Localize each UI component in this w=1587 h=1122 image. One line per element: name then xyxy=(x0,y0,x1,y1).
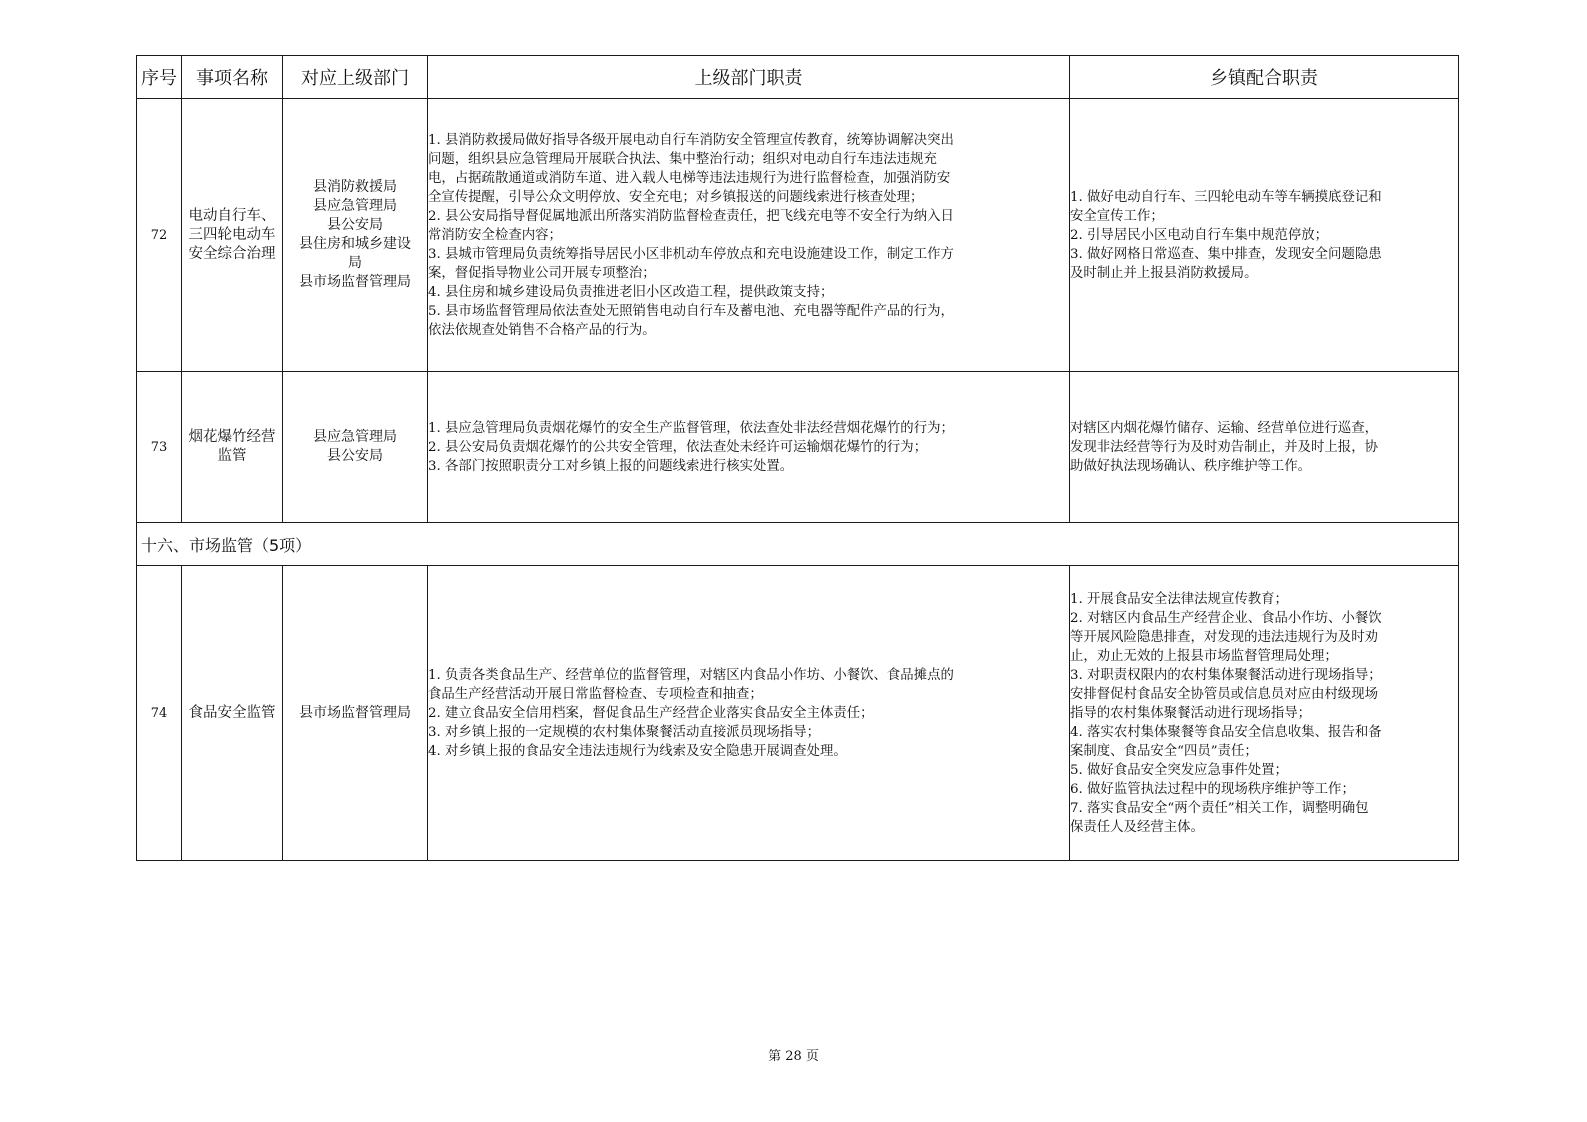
header-num: 序号 xyxy=(137,56,182,99)
duty-line: 指导的农村集体聚餐活动进行现场指导； xyxy=(1070,705,1312,721)
responsibility-table xyxy=(136,55,1459,861)
dept-line: 县市场监督管理局 xyxy=(299,704,411,721)
upper-duties xyxy=(428,566,1070,861)
duty-line: 3. 做好网格日常巡查、集中排查，发现安全问题隐患 xyxy=(1070,246,1382,262)
duty-line: 对辖区内烟花爆竹储存、运输、经营单位进行巡查， xyxy=(1070,420,1378,436)
duty-line: 7. 落实食品安全“两个责任”相关工作，调整明确包 xyxy=(1070,800,1369,816)
table-row xyxy=(137,372,1459,523)
duty-line: 1. 县应急管理局负责烟花爆竹的安全生产监督管理，依法查处非法经营烟花爆竹的行为； xyxy=(428,420,954,436)
duty-line: 3. 对乡镇上报的一定规模的农村集体聚餐活动直接派员现场指导； xyxy=(428,724,820,740)
section-title: 十六、市场监管（5项） xyxy=(137,523,1459,566)
duty-line: 3. 各部门按照职责分工对乡镇上报的问题线索进行核实处置。 xyxy=(428,458,794,474)
duty-line: 助做好执法现场确认、秩序维护等工作。 xyxy=(1070,458,1312,474)
header-town-duties: 乡镇配合职责 xyxy=(1070,56,1459,99)
name-line: 电动自行车、 xyxy=(188,207,276,224)
upper-department xyxy=(283,372,428,523)
header-name: 事项名称 xyxy=(182,56,283,99)
row-number: 74 xyxy=(137,566,182,861)
duty-line: 保责任人及经营主体。 xyxy=(1070,819,1204,835)
duty-line: 5. 做好食品安全突发应急事件处置； xyxy=(1070,762,1288,778)
name-line: 三四轮电动车 xyxy=(188,226,276,243)
duty-line: 安全宣传工作； xyxy=(1070,208,1164,224)
duty-line: 案，督促指导物业公司开展专项整治； xyxy=(428,265,656,281)
duty-line: 1. 开展食品安全法律法规宣传教育； xyxy=(1070,591,1288,607)
duty-line: 2. 县公安局负责烟花爆竹的公共安全管理，依法查处未经许可运输烟花爆竹的行为； xyxy=(428,439,928,455)
section-row xyxy=(137,523,1459,566)
upper-duties xyxy=(428,99,1070,372)
table-row xyxy=(137,566,1459,861)
duty-line: 4. 对乡镇上报的食品安全违法违规行为线索及安全隐患开展调查处理。 xyxy=(428,743,847,759)
duty-line: 4. 县住房和城乡建设局负责推进老旧小区改造工程，提供政策支持； xyxy=(428,284,834,300)
header-upper-duties: 上级部门职责 xyxy=(428,56,1070,99)
dept-line: 县应急管理局 xyxy=(313,429,397,445)
duty-line: 4. 落实农村集体聚餐等食品安全信息收集、报告和备 xyxy=(1070,724,1382,740)
page-number: 第 28 页 xyxy=(768,1049,819,1064)
duty-line: 1. 负责各类食品生产、经营单位的监督管理，对辖区内食品小作坊、小餐饮、食品摊点的 xyxy=(428,667,954,683)
duty-line: 2. 引导居民小区电动自行车集中规范停放； xyxy=(1070,227,1329,243)
table-row xyxy=(137,99,1459,372)
duty-line: 6. 做好监管执法过程中的现场秩序维护等工作； xyxy=(1070,781,1355,797)
upper-department xyxy=(283,566,428,861)
name-line: 监管 xyxy=(217,448,247,464)
duty-line: 1. 做好电动自行车、三四轮电动车等车辆摸底登记和 xyxy=(1070,189,1382,205)
town-duties xyxy=(1070,372,1459,523)
header-dept: 对应上级部门 xyxy=(283,56,428,99)
duty-line: 问题，组织县应急管理局开展联合执法、集中整治行动；组织对电动自行车违法违规充 xyxy=(428,151,937,167)
duty-line: 1. 县消防救援局做好指导各级开展电动自行车消防安全管理宣传教育，统筹协调解决突出 xyxy=(428,132,954,148)
dept-line: 县消防救援局 xyxy=(313,179,397,195)
name-line: 安全综合治理 xyxy=(188,245,276,262)
duty-line: 2. 对辖区内食品生产经营企业、食品小作坊、小餐饮 xyxy=(1070,610,1382,626)
dept-line: 县住房和城乡建设 xyxy=(299,236,411,252)
header-row xyxy=(137,56,1459,99)
duty-line: 电，占据疏散通道或消防车道、进入载人电梯等违法违规行为进行监督检查，加强消防安 xyxy=(428,170,951,186)
row-number: 73 xyxy=(137,372,182,523)
duty-line: 全宣传提醒，引导公众文明停放、安全充电；对乡镇报送的问题线索进行核查处理； xyxy=(428,189,924,205)
dept-line: 县公安局 xyxy=(327,448,383,464)
item-name xyxy=(182,99,283,372)
duty-line: 食品生产经营活动开展日常监督检查、专项检查和抽查； xyxy=(428,686,763,702)
duty-line: 3. 对职责权限内的农村集体聚餐活动进行现场指导； xyxy=(1070,667,1382,683)
item-name xyxy=(182,372,283,523)
name-line: 食品安全监管 xyxy=(188,704,276,721)
upper-department xyxy=(283,99,428,372)
dept-line: 县应急管理局 xyxy=(313,198,397,214)
row-number: 72 xyxy=(137,99,182,372)
duty-line: 常消防安全检查内容； xyxy=(428,227,562,243)
duty-line: 依法依规查处销售不合格产品的行为。 xyxy=(428,322,656,338)
duty-line: 及时制止并上报县消防救援局。 xyxy=(1070,265,1258,281)
duty-line: 案制度、食品安全“四员”责任； xyxy=(1070,743,1258,759)
duty-line: 止，劝止无效的上报县市场监督管理局处理； xyxy=(1070,648,1338,664)
duty-line: 2. 县公安局指导督促属地派出所落实消防监督检查责任，把飞线充电等不安全行为纳入日 xyxy=(428,208,954,224)
upper-duties xyxy=(428,372,1070,523)
town-duties xyxy=(1070,99,1459,372)
duty-line: 发现非法经营等行为及时劝告制止，并及时上报，协 xyxy=(1070,439,1378,455)
town-duties xyxy=(1070,566,1459,861)
duty-line: 3. 县城市管理局负责统筹指导居民小区非机动车停放点和充电设施建设工作，制定工作方 xyxy=(428,246,954,262)
duty-line: 5. 县市场监督管理局依法查处无照销售电动自行车及蓄电池、充电器等配件产品的行为， xyxy=(428,303,954,319)
item-name xyxy=(182,566,283,861)
dept-line: 县市场监督管理局 xyxy=(299,274,411,290)
duty-line: 等开展风险隐患排查，对发现的违法违规行为及时劝 xyxy=(1070,629,1378,645)
duty-line: 2. 建立食品安全信用档案，督促食品生产经营企业落实食品安全主体责任； xyxy=(428,705,874,721)
duty-line: 安排督促村食品安全协管员或信息员对应由村级现场 xyxy=(1070,686,1378,702)
dept-line: 局 xyxy=(348,255,362,271)
dept-line: 县公安局 xyxy=(327,217,383,233)
name-line: 烟花爆竹经营 xyxy=(188,429,276,445)
